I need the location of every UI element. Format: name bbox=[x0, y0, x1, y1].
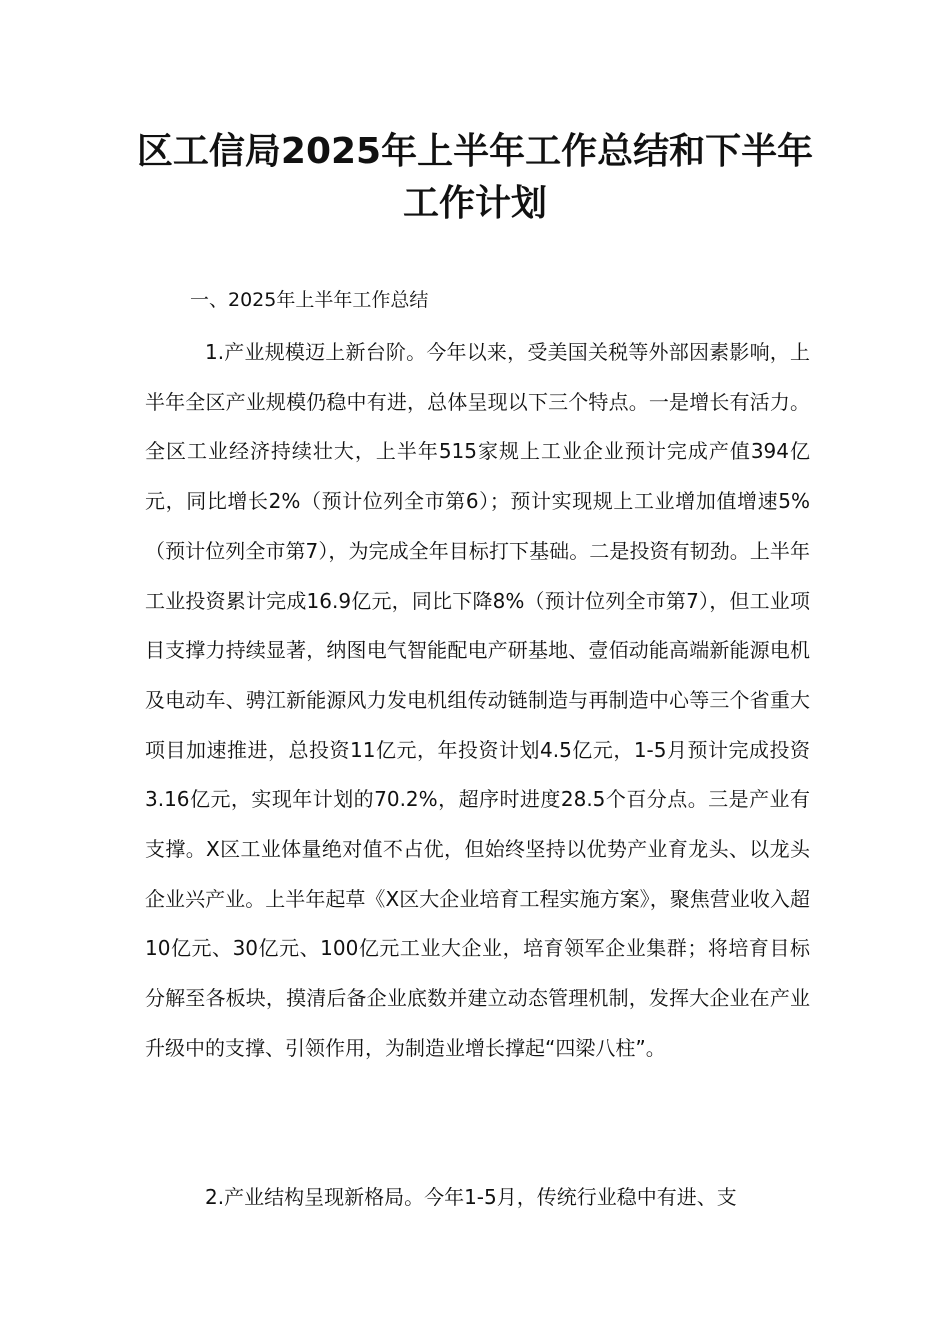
section-heading: 一、2025年上半年工作总结 bbox=[190, 289, 429, 311]
document-title: 区工信局2025年上半年工作总结和下半年工作计划 bbox=[136, 131, 814, 224]
paragraph-industry-scale: 1.产业规模迈上新台阶。今年以来，受美国关税等外部因素影响，上半年全区产业规模仍稳中有进，总体呈现以下三个特点。一是增长有活力。全区工业经济持续壮大，上半年515家规上工业企业预计完成产值394亿元，同比增长2%（预计位列全市第6）；预计实现规上工业增加值增速5%（预计位列全市第7），为完成全年目标打下基础。二是投资有韧劲。上半年工业投资累计完成16.9亿元，同比下降8%（预计位列全市第7），但工业项目支撑力持续显著，纳图电气智能配电产研基地、壹佰动能高端新能源电机及电动车、骋江新能源风力发电机组传动链制造与再制造中心等三个省重大项目加速推进，总投资11亿元，年投资计划4.5亿元，1-5月预计完成投资3.16亿元，实现年计划的70.2%，超序时进度28.5个百分点。三是产业有支撑。X区工业体量绝对值不占优，但始终坚持以优势产业育龙头、以龙头企业兴产业。上半年起草《X区大企业培育工程实施方案》，聚焦营业收入超10亿元、30亿元、100亿元工业大企业，培育领军企业集群；将培育目标分解至各板块，摸清后备企业底数并建立动态管理机制，发挥大企业在产业升级中的支撑、引领作用，为制造业增长撑起“四梁八柱”。 bbox=[145, 340, 810, 1060]
paragraph-industry-structure: 2.产业结构呈现新格局。今年1-5月，传统行业稳中有进、支 bbox=[205, 1185, 737, 1209]
